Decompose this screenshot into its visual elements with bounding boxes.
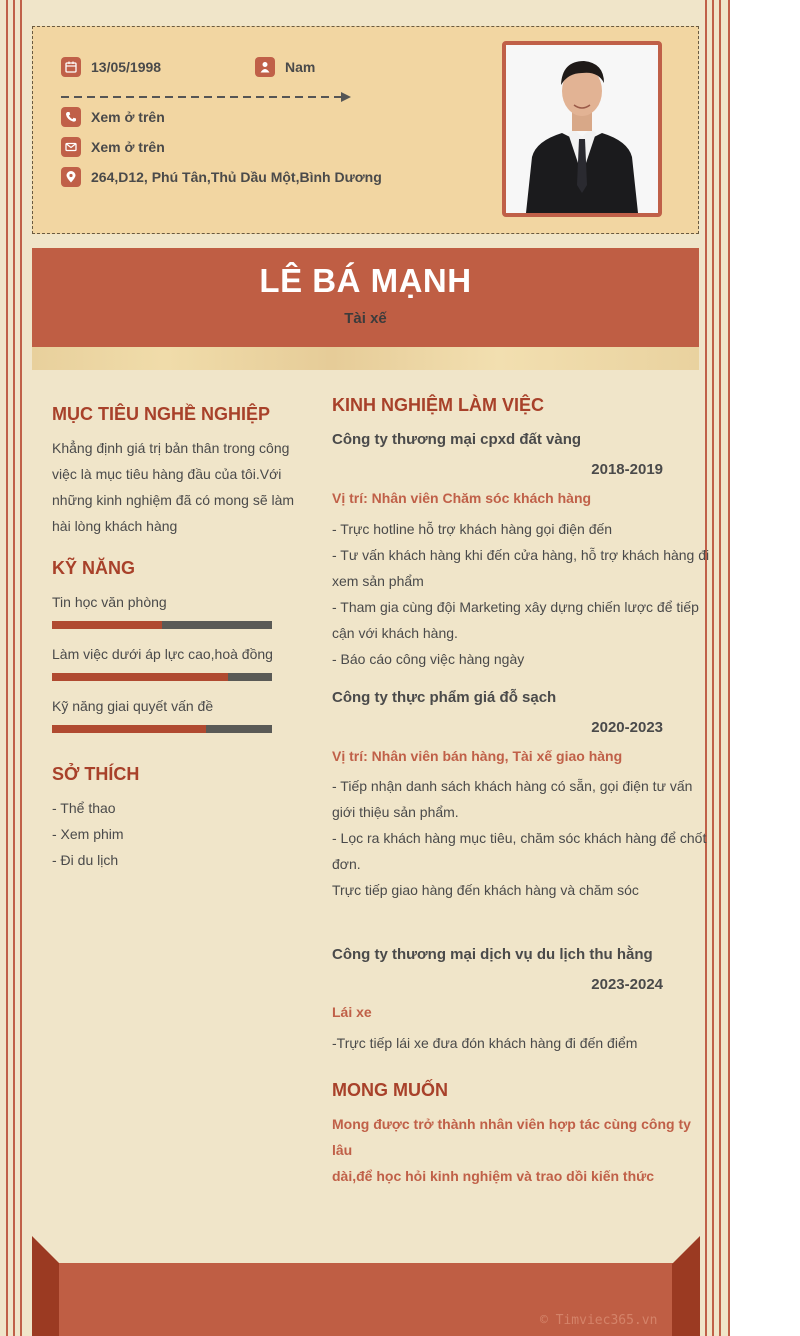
job-position: Lái xe xyxy=(332,1004,372,1020)
profile-photo xyxy=(502,41,662,217)
job-line: đơn. xyxy=(332,856,361,872)
experience-title: KINH NGHIỆM LÀM VIỆC xyxy=(332,395,545,415)
objective-line: Khẳng định giá trị bản thân trong công xyxy=(52,440,290,456)
job-period: 2018-2019 xyxy=(591,461,663,478)
border-line xyxy=(20,0,22,1336)
job-line: - Tham gia cùng đội Marketing xây dựng chiến lược để tiếp xyxy=(332,599,699,615)
email-value: Xem ở trên xyxy=(91,139,165,155)
wish-text xyxy=(332,1111,712,1189)
skill-bar xyxy=(52,725,272,733)
objective-line: hài lòng khách hàng xyxy=(52,518,178,534)
job-company: Công ty thực phẩm giá đỗ sạch xyxy=(332,689,557,706)
job-line: - Tiếp nhận danh sách khách hàng có sẵn, gọi điện tư vấn xyxy=(332,778,693,794)
job-line: -Trực tiếp lái xe đưa đón khách hàng đi đến điểm xyxy=(332,1035,638,1051)
job-period: 2023-2024 xyxy=(591,976,663,993)
address-value: 264,D12, Phú Tân,Thủ Dầu Một,Bình Dương xyxy=(91,169,382,185)
objective-line: việc là mục tiêu hàng đầu của tôi.Với xyxy=(52,466,282,482)
portrait-image xyxy=(506,45,658,213)
border-line xyxy=(719,0,721,1336)
job-title: Tài xế xyxy=(344,310,387,327)
footer-ribbon-right xyxy=(672,1236,700,1336)
hobbies-title: SỞ THÍCH xyxy=(52,764,140,784)
hobby-item: - Thể thao xyxy=(52,800,116,816)
job-description xyxy=(332,773,712,903)
job-company: Công ty thương mại dịch vụ du lịch thu hằng xyxy=(332,946,653,963)
border-line xyxy=(712,0,714,1336)
job-position: Vị trí: Nhân viên bán hàng, Tài xế giao hàng xyxy=(332,748,623,764)
border-line xyxy=(6,0,8,1336)
hobby-item: - Xem phim xyxy=(52,826,124,842)
wish-line: Mong được trở thành nhân viên hợp tác cùng công ty lâu xyxy=(332,1116,691,1158)
footer-ribbon-left xyxy=(32,1236,60,1336)
location-pin-icon xyxy=(61,167,81,187)
job-description xyxy=(332,516,712,672)
job-line: xem sản phẩm xyxy=(332,573,424,589)
job-line: giới thiệu sản phẩm. xyxy=(332,804,459,820)
objective-title: MỤC TIÊU NGHỀ NGHIỆP xyxy=(52,404,271,424)
job-company: Công ty thương mại cpxd đất vàng xyxy=(332,431,582,448)
job-line: - Báo cáo công việc hàng ngày xyxy=(332,651,525,667)
skill-bar xyxy=(52,621,272,629)
job-line: - Tư vấn khách hàng khi đến cửa hàng, hỗ trợ khách hàng đi xyxy=(332,547,710,563)
birthday-row xyxy=(61,57,161,77)
skill-label: Tin học văn phòng xyxy=(52,594,167,610)
hobbies-list xyxy=(52,795,124,873)
job-line: - Lọc ra khách hàng mục tiêu, chăm sóc khách hàng để chốt xyxy=(332,830,707,846)
objective-line: những kinh nghiệm đã có mong sẽ làm xyxy=(52,492,295,508)
contact-box xyxy=(32,26,699,234)
job-line: cận với khách hàng. xyxy=(332,625,458,641)
job-description xyxy=(332,1030,712,1056)
email-row xyxy=(61,137,165,157)
phone-value: Xem ở trên xyxy=(91,109,165,125)
border-line xyxy=(728,0,730,1336)
skills-title: KỸ NĂNG xyxy=(52,558,136,578)
objective-text xyxy=(52,435,302,539)
gender-row xyxy=(255,57,315,77)
skill-bar-fill xyxy=(52,621,162,629)
job-period: 2020-2023 xyxy=(591,719,663,736)
birthday-value: 13/05/1998 xyxy=(91,59,162,75)
job-line: Trực tiếp giao hàng đến khách hàng và chăm sóc xyxy=(332,882,639,898)
name-banner xyxy=(32,248,699,347)
wish-line: dài,để học hỏi kinh nghiệm và trao dồi kiến thức xyxy=(332,1168,655,1184)
phone-icon xyxy=(61,107,81,127)
border-line xyxy=(13,0,15,1336)
skill-label: Kỹ năng giai quyết vấn đề xyxy=(52,698,214,714)
paper-texture-strip xyxy=(32,347,699,370)
full-name: LÊ BÁ MẠNH xyxy=(259,262,472,299)
arrow-divider xyxy=(61,91,351,103)
calendar-icon xyxy=(61,57,81,77)
phone-row xyxy=(61,107,165,127)
skill-bar-fill xyxy=(52,673,228,681)
skill-bar xyxy=(52,673,272,681)
user-icon xyxy=(255,57,275,77)
wish-title: MONG MUỐN xyxy=(332,1080,448,1100)
mail-icon xyxy=(61,137,81,157)
job-position: Vị trí: Nhân viên Chăm sóc khách hàng xyxy=(332,490,592,506)
job-line: - Trực hotline hỗ trợ khách hàng gọi điện đến xyxy=(332,521,613,537)
watermark-text: © Timviec365.vn xyxy=(540,1313,658,1328)
address-row xyxy=(61,167,382,187)
skill-bar-fill xyxy=(52,725,206,733)
gender-value: Nam xyxy=(285,59,316,75)
skill-label: Làm việc dưới áp lực cao,hoà đồng xyxy=(52,646,273,662)
hobby-item: - Đi du lịch xyxy=(52,852,119,868)
